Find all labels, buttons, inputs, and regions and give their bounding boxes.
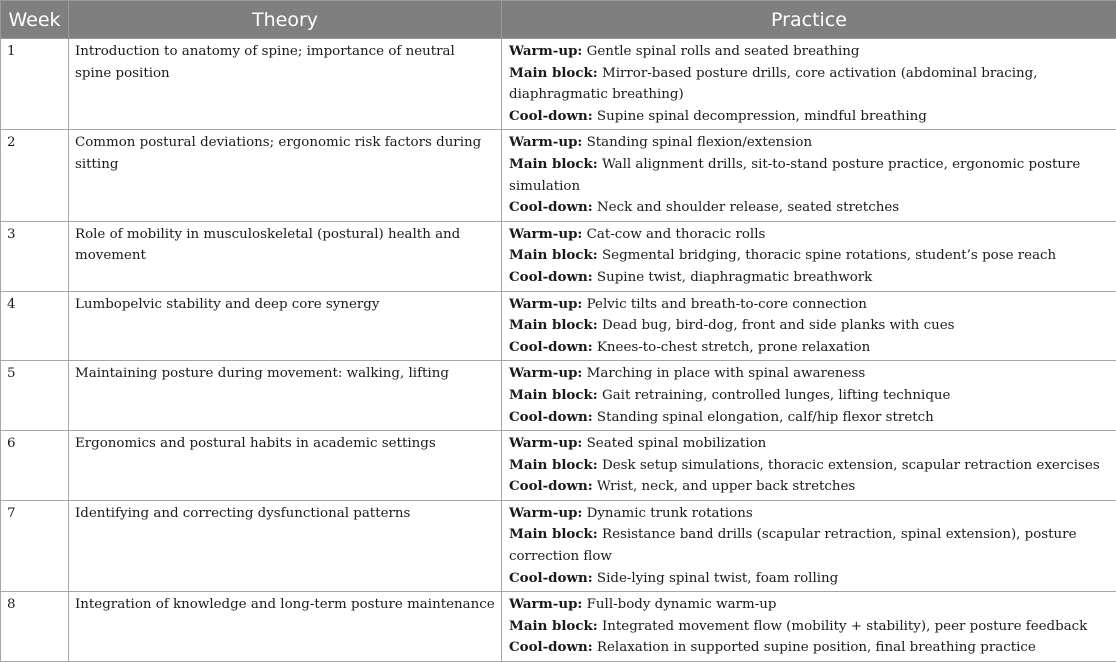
cooldown-line [509,407,1110,429]
main-block-label: Main block: [509,618,598,634]
week-cell: 3 [1,221,69,291]
cooldown-line [509,106,1110,128]
warmup-label: Warm-up: [509,296,582,312]
warmup-line [509,41,1110,63]
main-block-text: Resistance band drills (scapular retraction, spinal extension), posture correction flow [509,527,1077,564]
warmup-line [509,433,1110,455]
main-block-label: Main block: [509,247,598,263]
theory-cell: Lumbopelvic stability and deep core synergy [69,291,502,361]
warmup-text: Pelvic tilts and breath-to-core connection [582,297,866,312]
theory-cell: Common postural deviations; ergonomic risk factors during sitting [69,130,502,221]
cooldown-line [509,568,1110,590]
practice-cell [502,431,1116,501]
main-block-line [509,245,1110,267]
theory-column-header: Theory [69,1,502,39]
main-block-label: Main block: [509,317,598,333]
cooldown-line [509,197,1110,219]
practice-cell [502,592,1116,662]
practice-cell [502,130,1116,221]
main-block-text: Dead bug, bird-dog, front and side planks with cues [598,318,955,333]
warmup-text: Seated spinal mobilization [582,436,766,451]
practice-cell [502,361,1116,431]
theory-cell: Ergonomics and postural habits in academic settings [69,431,502,501]
main-block-text: Integrated movement flow (mobility + stability), peer posture feedback [598,619,1088,634]
warmup-text: Gentle spinal rolls and seated breathing [582,44,859,59]
cooldown-label: Cool-down: [509,108,593,124]
warmup-text: Standing spinal flexion/extension [582,135,812,150]
main-block-label: Main block: [509,387,598,403]
cooldown-label: Cool-down: [509,339,593,355]
main-block-line [509,315,1110,337]
table-header [1,1,1116,39]
practice-cell [502,291,1116,361]
cooldown-line [509,476,1110,498]
main-block-label: Main block: [509,65,598,81]
cooldown-text: Neck and shoulder release, seated stretches [593,200,899,215]
practice-cell [502,39,1116,130]
cooldown-text: Supine spinal decompression, mindful breathing [593,109,927,124]
cooldown-label: Cool-down: [509,199,593,215]
main-block-label: Main block: [509,526,598,542]
cooldown-text: Standing spinal elongation, calf/hip flexor stretch [593,410,934,425]
week-cell: 1 [1,39,69,130]
table-row [1,361,1116,431]
warmup-text: Dynamic trunk rotations [582,506,752,521]
main-block-label: Main block: [509,457,598,473]
warmup-label: Warm-up: [509,365,582,381]
main-block-text: Desk setup simulations, thoracic extension, scapular retraction exercises [598,458,1100,473]
main-block-line [509,616,1110,638]
theory-cell: Introduction to anatomy of spine; importance of neutral spine position [69,39,502,130]
header-row [1,1,1116,39]
theory-cell: Identifying and correcting dysfunctional patterns [69,500,502,591]
table-row [1,291,1116,361]
warmup-text: Marching in place with spinal awareness [582,366,865,381]
theory-cell: Role of mobility in musculoskeletal (postural) health and movement [69,221,502,291]
warmup-label: Warm-up: [509,596,582,612]
week-cell: 5 [1,361,69,431]
cooldown-line [509,637,1110,659]
main-block-text: Mirror-based posture drills, core activation (abdominal bracing, diaphragmatic breathing) [509,66,1037,103]
practice-cell [502,500,1116,591]
warmup-line [509,363,1110,385]
cooldown-line [509,267,1110,289]
warmup-line [509,224,1110,246]
main-block-text: Segmental bridging, thoracic spine rotations, student’s pose reach [598,248,1056,263]
warmup-label: Warm-up: [509,134,582,150]
table-body [1,39,1116,662]
main-block-line [509,455,1110,477]
cooldown-label: Cool-down: [509,409,593,425]
warmup-line [509,594,1110,616]
cooldown-text: Side-lying spinal twist, foam rolling [593,571,839,586]
warmup-text: Full-body dynamic warm-up [582,597,776,612]
warmup-label: Warm-up: [509,43,582,59]
table-row [1,500,1116,591]
cooldown-text: Supine twist, diaphragmatic breathwork [593,270,873,285]
table-row [1,39,1116,130]
warmup-label: Warm-up: [509,505,582,521]
cooldown-text: Relaxation in supported supine position, final breathing practice [593,640,1036,655]
practice-column-header: Practice [502,1,1116,39]
theory-cell: Integration of knowledge and long-term posture maintenance [69,592,502,662]
table-row [1,221,1116,291]
week-cell: 2 [1,130,69,221]
warmup-line [509,294,1110,316]
main-block-text: Gait retraining, controlled lunges, lifting technique [598,388,951,403]
warmup-label: Warm-up: [509,226,582,242]
main-block-line [509,385,1110,407]
cooldown-text: Wrist, neck, and upper back stretches [593,479,856,494]
cooldown-text: Knees-to-chest stretch, prone relaxation [593,340,871,355]
week-cell: 4 [1,291,69,361]
week-column-header: Week [1,1,69,39]
table-row [1,592,1116,662]
week-cell: 8 [1,592,69,662]
main-block-text: Wall alignment drills, sit-to-stand posture practice, ergonomic posture simulation [509,157,1080,194]
warmup-label: Warm-up: [509,435,582,451]
table-row [1,431,1116,501]
practice-cell [502,221,1116,291]
main-block-line [509,524,1110,567]
warmup-line [509,503,1110,525]
cooldown-label: Cool-down: [509,478,593,494]
main-block-line [509,63,1110,106]
cooldown-label: Cool-down: [509,639,593,655]
week-cell: 6 [1,431,69,501]
cooldown-label: Cool-down: [509,570,593,586]
main-block-label: Main block: [509,156,598,172]
week-cell: 7 [1,500,69,591]
warmup-text: Cat-cow and thoracic rolls [582,227,765,242]
theory-cell: Maintaining posture during movement: walking, lifting [69,361,502,431]
warmup-line [509,132,1110,154]
main-block-line [509,154,1110,197]
cooldown-line [509,337,1110,359]
cooldown-label: Cool-down: [509,269,593,285]
table-row [1,130,1116,221]
